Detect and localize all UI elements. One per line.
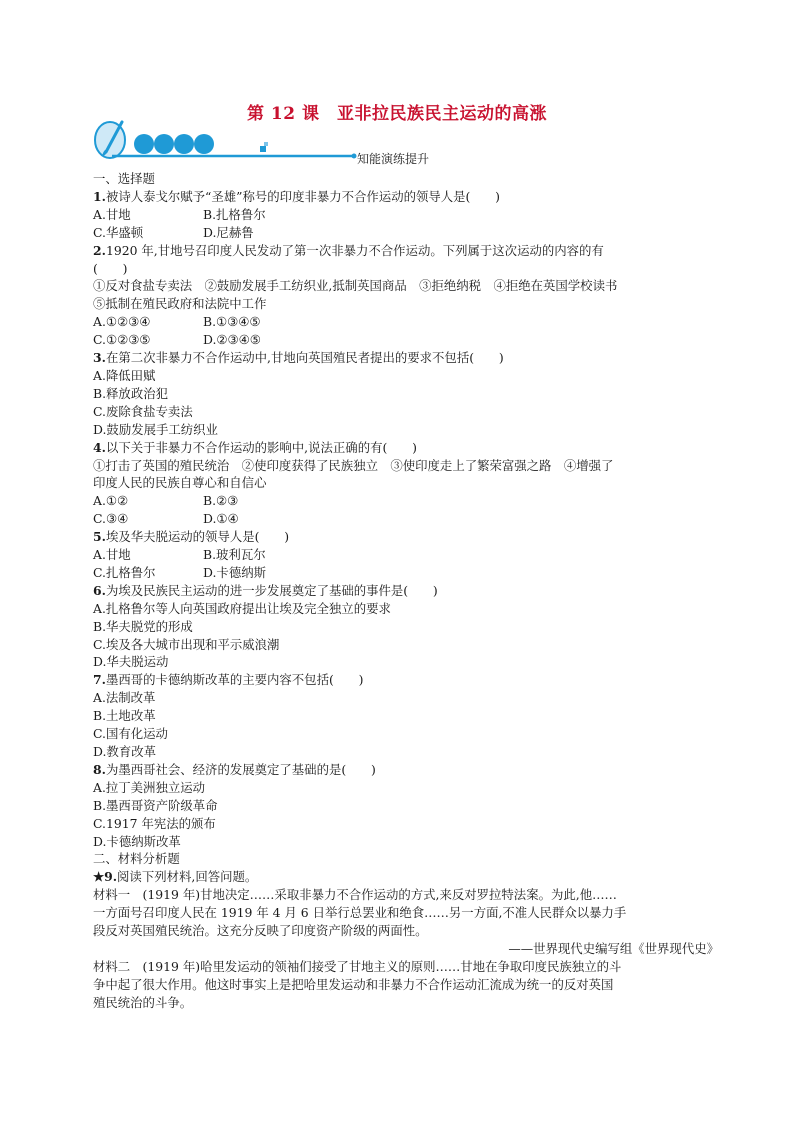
question-stem: 为墨西哥社会、经济的发展奠定了基础的是( )	[105, 761, 376, 777]
question-stem: 在第二次非暴力不合作运动中,甘地向英国殖民者提出的要求不包括( )	[105, 350, 504, 366]
option-c: C.扎格鲁尔	[93, 564, 156, 580]
question-stem: 1920 年,甘地号召印度人民发动了第一次非暴力不合作运动。下列属于这次运动的内容的有	[105, 242, 604, 258]
material-2-line: 争中起了很大作用。他这时事实上是把哈里发运动和非暴力不合作运动汇流成为统一的反对英国	[93, 976, 614, 992]
option-c: C.1917 年宪法的颁布	[93, 815, 216, 831]
question-3	[93, 349, 723, 367]
options-row	[93, 510, 723, 528]
question-number: 8.	[93, 761, 106, 777]
banner-square	[264, 142, 268, 146]
options-row	[93, 224, 723, 242]
question-1	[93, 188, 723, 206]
brush-icon	[95, 122, 125, 158]
option-d: D.华夫脱运动	[93, 654, 169, 670]
option-a: A.①②	[93, 493, 129, 509]
option-d: D.①④	[203, 511, 239, 527]
question-6	[93, 582, 723, 600]
options-row	[93, 331, 723, 349]
option-a: A.法制改革	[93, 690, 156, 706]
option-d: D.鼓励发展手工纺织业	[93, 421, 218, 437]
banner-label: 知能演练提升	[357, 152, 430, 166]
question-items: ①打击了英国的殖民统治 ②使印度获得了民族独立 ③使印度走上了繁荣富强之路 ④增强了	[93, 457, 614, 473]
banner-rule-end	[352, 154, 357, 159]
banner-dot	[154, 134, 174, 154]
banner-dot	[134, 134, 154, 154]
option-b: B.②③	[203, 493, 239, 509]
question-stem: 被诗人泰戈尔赋予“圣雄”称号的印度非暴力不合作运动的领导人是( )	[105, 188, 500, 204]
section-heading: 一、选择题	[93, 171, 155, 186]
option-a: A.甘地	[93, 206, 131, 222]
option-b: B.扎格鲁尔	[203, 206, 266, 222]
section-heading: 二、材料分析题	[93, 851, 180, 867]
material-1-line: 一方面号召印度人民在 1919 年 4 月 6 日举行总罢业和绝食……另一方面,不准人民群众以暴力手	[93, 905, 627, 921]
banner-dot	[194, 134, 214, 154]
question-number: 2.	[93, 242, 106, 258]
material-1-line: 材料一 (1919 年)甘地决定……采取非暴力不合作运动的方式,来反对罗拉特法案。为此,他……	[93, 887, 617, 903]
option-d: D.教育改革	[93, 744, 156, 759]
material-2-line: 殖民统治的斗争。	[93, 994, 193, 1010]
question-stem: 埃及华夫脱运动的领导人是( )	[105, 529, 290, 545]
material-1-source: ——世界现代史编写组《世界现代史》	[508, 940, 719, 956]
question-number: 5.	[93, 529, 106, 545]
question-number: 1.	[93, 188, 106, 204]
option-c: C.①②③⑤	[93, 332, 151, 348]
option-b: B.玻利瓦尔	[203, 547, 266, 563]
option-b: B.释放政治犯	[93, 385, 168, 401]
option-a: A.降低田赋	[93, 367, 156, 383]
option-b: B.墨西哥资产阶级革命	[93, 797, 218, 813]
option-c: C.③④	[93, 511, 129, 527]
question-number: 4.	[93, 439, 106, 455]
question-4	[93, 439, 723, 457]
option-c: C.埃及各大城市出现和平示威浪潮	[93, 636, 280, 652]
option-d: D.尼赫鲁	[203, 224, 254, 240]
banner-dot	[174, 134, 194, 154]
question-number: 3.	[93, 350, 106, 366]
option-b: B.①③④⑤	[203, 314, 261, 330]
question-items: 印度人民的民族自尊心和自信心	[93, 475, 267, 491]
option-c: C.华盛顿	[93, 224, 144, 240]
question-number: ★9.	[93, 869, 118, 885]
section-banner	[92, 118, 512, 166]
question-stem-cont: ( )	[93, 260, 128, 276]
options-row	[93, 492, 723, 510]
option-a: A.①②③④	[93, 314, 151, 330]
question-5	[93, 528, 723, 546]
option-d: D.卡德纳斯改革	[93, 833, 181, 849]
options-row	[93, 206, 723, 224]
material-1-line: 段反对英国殖民统治。这充分反映了印度资产阶级的两面性。	[93, 923, 428, 939]
options-row	[93, 564, 723, 582]
lesson-title: 第 12 课 亚非拉民族民主运动的高涨	[247, 104, 547, 124]
question-stem: 墨西哥的卡德纳斯改革的主要内容不包括( )	[105, 672, 364, 688]
question-number: 6.	[93, 582, 106, 598]
question-stem: 以下关于非暴力不合作运动的影响中,说法正确的有( )	[105, 439, 417, 455]
question-items: ⑤抵制在殖民政府和法院中工作	[93, 296, 267, 312]
question-number: 7.	[93, 672, 106, 688]
material-2-line: 材料二 (1919 年)哈里发运动的领袖们接受了甘地主义的原则……甘地在争取印度民族独立的斗	[93, 958, 622, 974]
options-row	[93, 546, 723, 564]
question-7	[93, 671, 723, 689]
banner-square	[260, 146, 266, 152]
option-d: D.②③④⑤	[203, 332, 261, 348]
option-c: C.国有化运动	[93, 726, 168, 742]
question-2	[93, 242, 723, 260]
option-d: D.卡德纳斯	[203, 564, 266, 580]
question-stem: 阅读下列材料,回答问题。	[117, 869, 258, 885]
option-c: C.废除食盐专卖法	[93, 403, 193, 419]
options-row	[93, 313, 723, 331]
option-a: A.拉丁美洲独立运动	[93, 779, 206, 795]
question-9	[93, 868, 723, 886]
option-b: B.华夫脱党的形成	[93, 618, 193, 634]
option-b: B.土地改革	[93, 708, 156, 724]
option-a: A.扎格鲁尔等人向英国政府提出让埃及完全独立的要求	[93, 600, 391, 616]
exercise-content	[93, 170, 723, 1012]
question-8	[93, 761, 723, 779]
option-a: A.甘地	[93, 547, 131, 563]
question-items: ①反对食盐专卖法 ②鼓励发展手工纺织业,抵制英国商品 ③拒绝纳税 ④拒绝在英国学校读书	[93, 278, 618, 294]
question-stem: 为埃及民族民主运动的进一步发展奠定了基础的事件是( )	[105, 582, 438, 598]
